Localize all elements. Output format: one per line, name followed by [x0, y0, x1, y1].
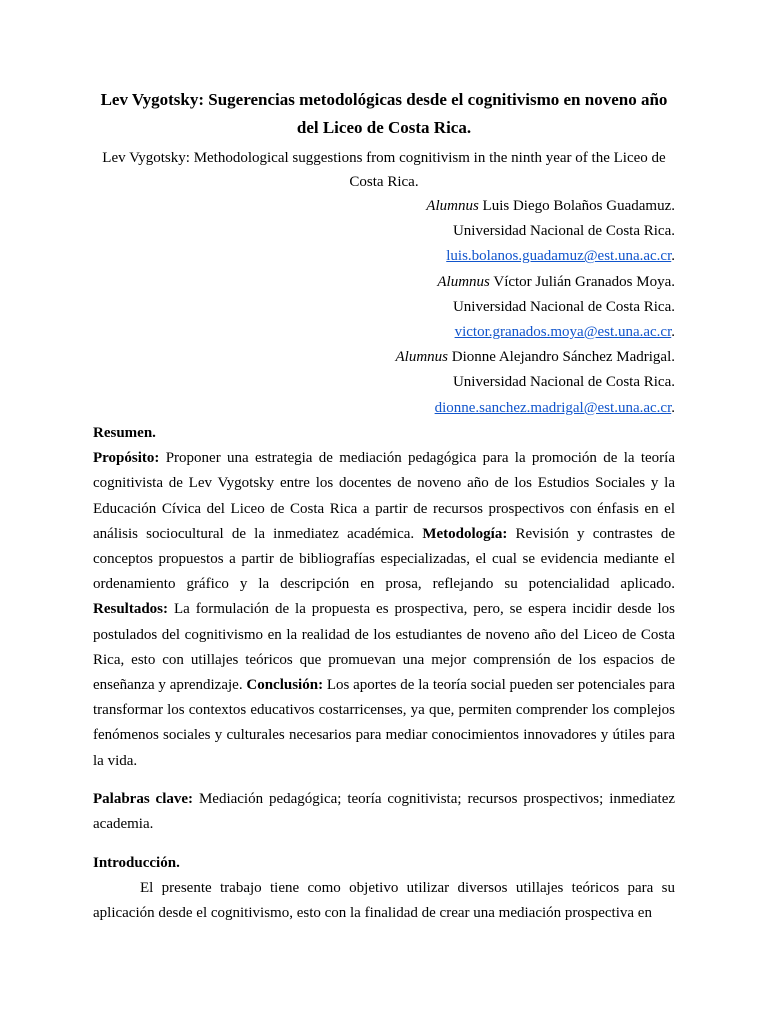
introduction-section [93, 851, 675, 927]
abstract-heading: Resumen. [93, 425, 156, 441]
author-affiliation: Universidad Nacional de Costa Rica. [452, 223, 675, 240]
purpose-label: Propósito: [93, 450, 160, 467]
results-label: Resultados: [93, 601, 169, 618]
author-email-link[interactable]: dionne.sanchez.madrigal@est.una.ac.cr [434, 399, 672, 416]
author-affiliation: Universidad Nacional de Costa Rica. [452, 374, 675, 391]
author-line [93, 270, 675, 295]
author-email-line [93, 320, 675, 345]
author-line [93, 194, 675, 219]
abstract-section [93, 421, 675, 774]
keywords-section [93, 787, 675, 837]
email-period: . [671, 399, 675, 416]
author-role: Alumnus [437, 273, 490, 290]
author-email-line [93, 396, 675, 421]
abstract-paragraph [93, 446, 675, 774]
author-email-link[interactable]: victor.granados.moya@est.una.ac.cr [454, 324, 672, 341]
author-email-line [93, 244, 675, 269]
author-affiliation: Universidad Nacional de Costa Rica. [452, 298, 675, 315]
keywords-label: Palabras clave: [93, 791, 194, 807]
method-text: Revisión y contrastes de conceptos propuestos a partir de bibliografías especializadas, el cual se evidencia mediante el ordenamiento gráfico y la descripción en prosa, reflejando su potencialidad aplicado. [93, 525, 676, 593]
author-block [93, 194, 675, 421]
paper-subtitle-english: Lev Vygotsky: Methodological suggestions from cognitivism in the ninth year of the Liceo de Costa Rica. [102, 150, 666, 190]
author-name: Luis Diego Bolaños Guadamuz. [482, 198, 675, 214]
author-role: Alumnus [395, 349, 448, 366]
author-line [93, 345, 675, 370]
introduction-heading: Introducción. [93, 855, 180, 871]
author-role: Alumnus [426, 198, 479, 214]
results-text: La formulación de la propuesta es prospectiva, pero, se espera incidir desde los postulados del cognitivismo en la realidad de los estudiantes de noveno año del Liceo de Costa Rica, esto con utillajes teóricos que promuevan una mejor comprensión de los espacios de enseñanza y aprendizaje. [93, 601, 675, 694]
method-label: Metodología: [422, 525, 508, 542]
keywords-text: Mediación pedagógica; teoría cognitivista; recursos prospectivos; inmediatez academia. [93, 791, 676, 833]
introduction-paragraph: El presente trabajo tiene como objetivo utilizar diversos utillajes teóricos para su aplicación desde el cognitivismo, esto con la finalidad de crear una mediación prospectiva en [93, 880, 675, 922]
author-name: Víctor Julián Granados Moya. [493, 273, 675, 290]
conclusion-text: Los aportes de la teoría social pueden ser potenciales para transformar los contextos educativos costarricenses, ya que, permiten comprender los complejos fenómenos sociales y culturales necesarios para mediar conocimientos innovadores y útiles para la vida. [93, 677, 675, 769]
purpose-text: Proponer una estrategia de mediación pedagógica para la promoción de la teoría cognitivista de Lev Vygotsky entre los docentes de noveno año de los Estudios Sociales y la Educación Cívica del Liceo de Costa Rica a partir de recursos prospectivos con énfasis en el análisis sociocultural de la inmediatez académica. [93, 450, 675, 542]
author-email-link[interactable]: luis.bolanos.guadamuz@est.una.ac.cr [446, 248, 672, 265]
conclusion-label: Conclusión: [246, 677, 324, 694]
author-name: Dionne Alejandro Sánchez Madrigal. [451, 349, 675, 366]
paper-title: Lev Vygotsky: Sugerencias metodológicas desde el cognitivismo en noveno año del Liceo de Costa Rica. [100, 90, 668, 137]
email-period: . [671, 248, 675, 265]
keywords-paragraph [93, 787, 675, 837]
email-period: . [671, 324, 675, 341]
